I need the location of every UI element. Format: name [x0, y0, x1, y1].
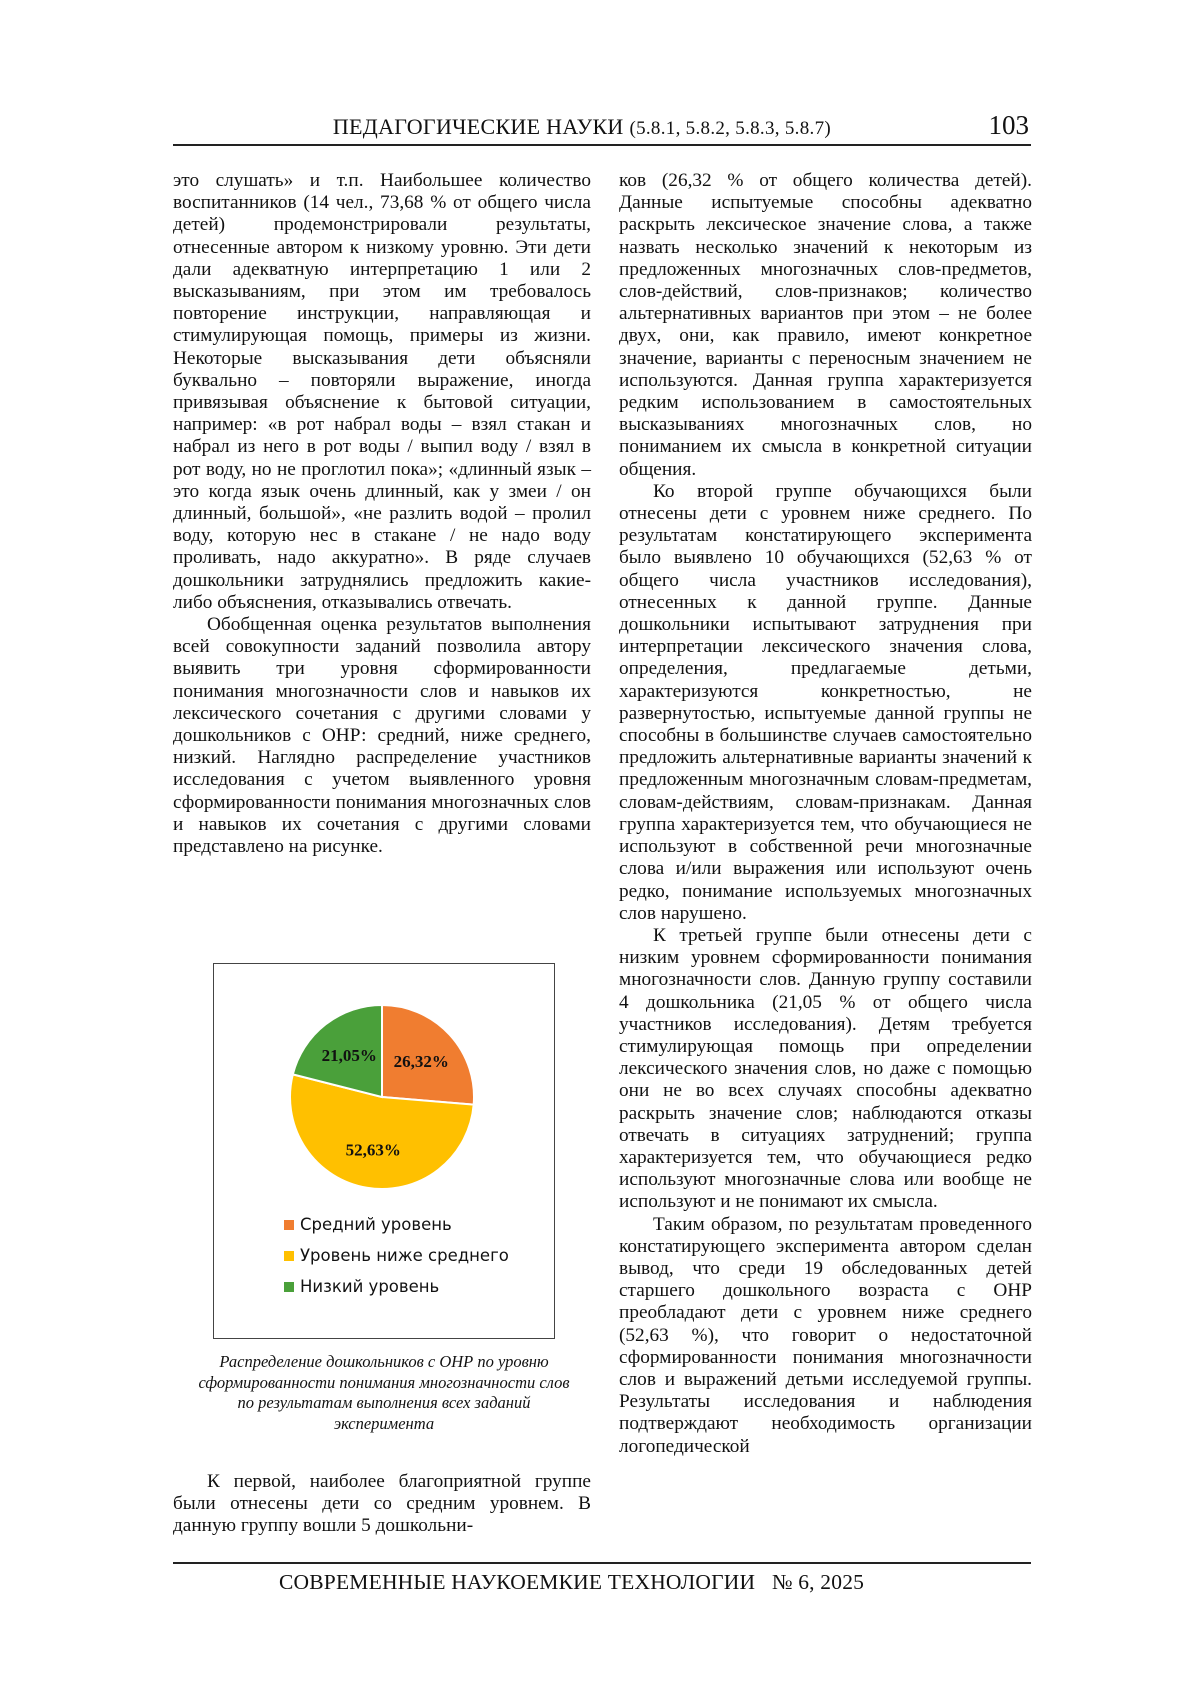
header-section: ПЕДАГОГИЧЕСКИЕ НАУКИ	[332, 114, 624, 139]
header-codes: (5.8.1, 5.8.2, 5.8.3, 5.8.7)	[629, 118, 831, 139]
left-column	[173, 170, 591, 858]
data-label: 26,32%	[393, 1051, 449, 1071]
paragraph: Обобщенная оценка результатов выполнения всей совокупности заданий позволила автору выявить три уровня сформированности понимания многозначности слов и навыков их лексического сочетания с другими словами у дошкольников с ОНР: средний, ниже среднего, низкий. Наглядно распределение участников исследования с учетом выявленного уровня сформированности понимания многозначных слов и навыков их сочетания с другими словами представлено на рисунке.	[173, 614, 591, 858]
paragraph: Таким образом, по результатам проведенного констатирующего эксперимента автором сделан вывод, что среди 19 обследованных детей старшего дошкольного возраста с ОНР преобладают дети с уровнем ниже среднего (52,63 %), что говорит о недостаточной сформированности понимания многозначности слов и выражений детьми исследуемой группы. Результаты исследования и наблюдения подтверждают необходимость организации логопедической	[619, 1213, 1032, 1457]
left-column-bottom	[173, 1471, 591, 1538]
legend-label: Низкий уровень	[300, 1277, 440, 1296]
running-header	[173, 108, 1031, 146]
legend-swatch	[284, 1220, 294, 1230]
legend-label: Уровень ниже среднего	[300, 1246, 509, 1265]
running-footer	[173, 1562, 1031, 1594]
legend-swatch	[284, 1282, 294, 1292]
paragraph: Ко второй группе обучающихся были отнесены дети с уровнем ниже среднего. По результатам констатирующего эксперимента было выявлено 10 обучающихся (52,63 % от общего числа участников исследования), отнесенных к данной группе. Данные дошкольники испытывают затруднения при интерпретации лексического значения слова, определения, предлагаемые детьми, характеризуются конкретностью, не развернутостью, испытуемые данной группы не способны в большинстве случаев самостоятельно предложить альтернативные варианты значений к предложенным многозначным словам-предметам, словам-действиям, словам-признакам. Данная группа характеризуется тем, что обучающиеся не используют в собственной речи многозначные слова и/или выражения или используют очень редко, понимание используемых многозначных слов нарушено.	[619, 480, 1032, 924]
chart-legend	[284, 1209, 509, 1302]
legend-swatch	[284, 1251, 294, 1261]
journal-issue: № 6, 2025	[771, 1570, 865, 1594]
footer-text	[279, 1570, 864, 1595]
right-column	[619, 170, 1032, 1458]
header-title	[333, 114, 831, 140]
legend-label: Средний уровень	[300, 1215, 452, 1234]
paragraph: ков (26,32 % от общего количества детей). Данные испытуемые способны адекватно раскрыть лексическое значение слова, а также назвать несколько значений к некоторым из предложенных многозначных слов-предметов, слов-действий, слов-признаков; количество альтернативных вариантов при этом – не более двух, они, как правило, имеют конкретное значение, варианты с переносным значением не используются. Данная группа характеризуется редким использованием в самостоятельных высказываниях многозначных слов, но пониманием их смысла в конкретной ситуации общения.	[619, 170, 1032, 480]
data-label: 21,05%	[321, 1045, 377, 1065]
legend-item	[284, 1271, 509, 1302]
figure	[213, 963, 555, 1339]
journal-name: СОВРЕМЕННЫЕ НАУКОЕМКИЕ ТЕХНОЛОГИИ	[279, 1570, 756, 1594]
legend-item	[284, 1240, 509, 1271]
paragraph: это слушать» и т.п. Наибольшее количество воспитанников (14 чел., 73,68 % от общего числа детей) продемонстрировали результаты, отнесенные автором к низкому уровню. Эти дети дали адекватную интерпретацию 1 или 2 высказываниям, при этом им требовалось повторение инструкции, направляющая и стимулирующая помощь, примеры из жизни. Некоторые высказывания дети объясняли буквально – повторяли выражение, иногда привязывая объяснение к бытовой ситуации, например: «в рот набрал воды – взял стакан и набрал из него в рот воды / выпил воду / взял в рот воду, но не проглотил пока»; «длинный язык – это когда язык очень длинный, как у змеи / он длинный, большой», «не разлить водой – пролил воду, которую нес в стакане / не надо воду проливать, надо аккуратно». В ряде случаев дошкольники затруднялись предложить какие-либо объяснения, отказывались отвечать.	[173, 170, 591, 613]
paragraph: К третьей группе были отнесены дети с низким уровнем сформированности понимания многозначности слов. Данную группу составили 4 дошкольника (21,05 % от общего числа участников исследования). Детям требуется стимулирующая помощь при определении лексического значения слов, но даже с помощью они не во всех случаях способны адекватно раскрыть значение слов; наблюдаются отказы отвечать в ситуациях затруднений; группа характеризуется тем, что обучающиеся редко используют многозначные слова или вообще не используют и не понимают их смысла.	[619, 924, 1032, 1213]
legend-item	[284, 1209, 509, 1240]
data-label: 52,63%	[345, 1140, 401, 1160]
paragraph: К первой, наиболее благоприятной группе были отнесены дети со средним уровнем. В данную группу вошли 5 дошкольни-	[173, 1471, 591, 1537]
page-number: 103	[988, 110, 1029, 140]
figure-caption: Распределение дошкольников с ОНР по уровню сформированности понимания многозначности слов по результатам выполнения всех заданий эксперимента	[198, 1352, 570, 1433]
